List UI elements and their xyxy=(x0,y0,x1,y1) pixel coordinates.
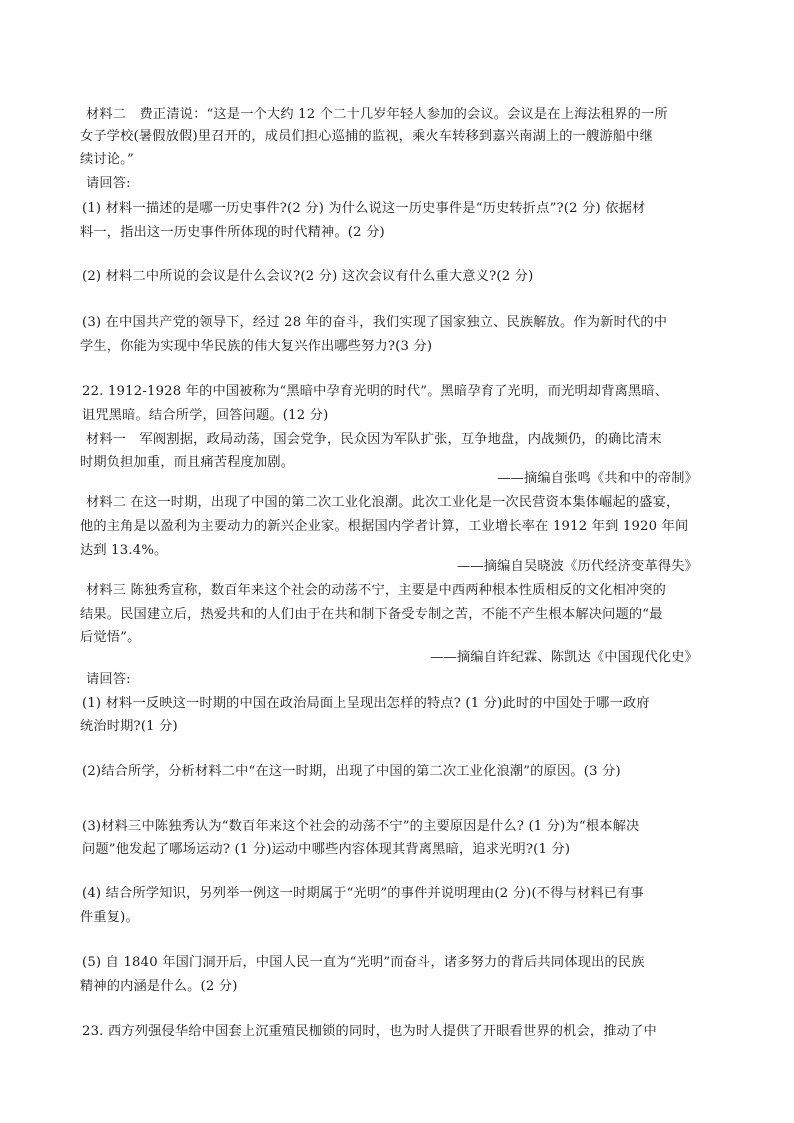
q22-sub-3-line-2: 问题”他发起了哪场运动? (1 分)运动中哪些内容体现其背离黑暗，追求光明?(1 分) xyxy=(82,842,571,857)
q22-material-1-line-1: 材料一 军阀割据，政局动荡，国会党争，民众因为军队扩张，互争地盘，内战频仍，的确比清末 xyxy=(86,432,662,447)
q22-answer-prompt: 请回答: xyxy=(86,672,131,687)
q22-stem-line-2: 诅咒黑暗。结合所学，回答问题。(12 分) xyxy=(82,408,329,423)
question-2: (2) 材料二中所说的会议是什么会议?(2 分) 这次会议有什么重大意义?(2 分) xyxy=(82,269,534,284)
q22-material-2-line-2: 他的主角是以盈利为主要动力的新兴企业家。根据国内学者计算，工业增长率在 1912 年到 1920 年间 xyxy=(80,519,689,534)
q22-material-1-line-2: 时期负担加重，而且痛苦程度加剧。 xyxy=(80,455,295,470)
q22-stem-line-1: 22. 1912-1928 年的中国被称为“黑暗中孕育光明的时代”。黑暗孕育了光明，而光明却背离黑暗、 xyxy=(82,384,669,399)
source-citation-3: ——摘编自许纪霖、陈凯达《中国现代化史》 xyxy=(430,650,698,665)
q22-sub-1-line-1: (1) 材料一反映这一时期的中国在政治局面上呈现出怎样的特点? (1 分)此时的中国处于哪一政府 xyxy=(82,696,650,711)
q22-material-2-line-1: 材料二 在这一时期，出现了中国的第二次工业化浪潮。此次工业化是一次民营资本集体崛起的盛宴， xyxy=(86,495,680,510)
q22-material-2-line-3: 达到 13.4%。 xyxy=(80,543,168,558)
question-1-line-1: (1) 材料一描述的是哪一历史事件?(2 分) 为什么说这一历史事件是“历史转折点”?(2 分) 依据材 xyxy=(82,201,646,216)
q23-stem-line-1: 23. 西方列强侵华给中国套上沉重殖民枷锁的同时，也为时人提供了开眼看世界的机会，推动了中 xyxy=(82,1024,657,1039)
q22-sub-3-line-1: (3)材料三中陈独秀认为“数百年来这个社会的动荡不宁”的主要原因是什么? (1 分)为“根本解决 xyxy=(82,819,640,834)
q22-sub-4-line-2: 件重复)。 xyxy=(80,910,139,925)
q22-sub-1-line-2: 统治时期?(1 分) xyxy=(80,719,178,734)
q22-sub-2: (2)结合所学，分析材料二中“在这一时期，出现了中国的第二次工业化浪潮”的原因。(3 分) xyxy=(82,764,621,779)
source-citation-1: ——摘编自张鸣《共和中的帝制》 xyxy=(497,471,698,486)
q22-material-3-line-2: 结果。民国建立后，热爱共和的人们由于在共和制下备受专制之苦，不能不产生根本解决问题的“最 xyxy=(80,607,663,622)
answer-prompt: 请回答: xyxy=(86,176,131,191)
q22-sub-4-line-1: (4) 结合所学知识，另列举一例这一时期属于“光明”的事件并说明理由(2 分)(不得与材料已有事 xyxy=(82,886,644,901)
q22-material-3-line-3: 后觉悟”。 xyxy=(80,630,141,645)
question-1-line-2: 料一，指出这一历史事件所体现的时代精神。(2 分) xyxy=(80,225,385,240)
material-2-line-2: 女子学校(暑假放假)里召开的，成员们担心巡捕的监视，乘火车转移到嘉兴南湖上的一艘游船中继 xyxy=(80,129,653,144)
material-2-line-3: 续讨论。” xyxy=(80,152,134,167)
material-2-line-1: 材料二 费正清说：“这是一个大约 12 个二十几岁年轻人参加的会议。会议是在上海法租界的一所 xyxy=(86,107,668,122)
question-3-line-2: 学生，你能为实现中华民族的伟大复兴作出哪些努力?(3 分) xyxy=(80,339,433,354)
source-citation-2: ——摘编自吴晓波《历代经济变革得失》 xyxy=(457,559,698,574)
q22-material-3-line-1: 材料三 陈独秀宣称，数百年来这个社会的动荡不宁，主要是中西两种根本性质相反的文化相冲突的 xyxy=(86,583,667,598)
q22-sub-5-line-1: (5) 自 1840 年国门洞开后，中国人民一直为“光明”而奋斗，诸多努力的背后共同体现出的民族 xyxy=(82,955,645,970)
question-3-line-1: (3) 在中国共产党的领导下，经过 28 年的奋斗，我们实现了国家独立、民族解放。作为新时代的中 xyxy=(82,315,668,330)
q22-sub-5-line-2: 精神的内涵是什么。(2 分) xyxy=(80,979,238,994)
